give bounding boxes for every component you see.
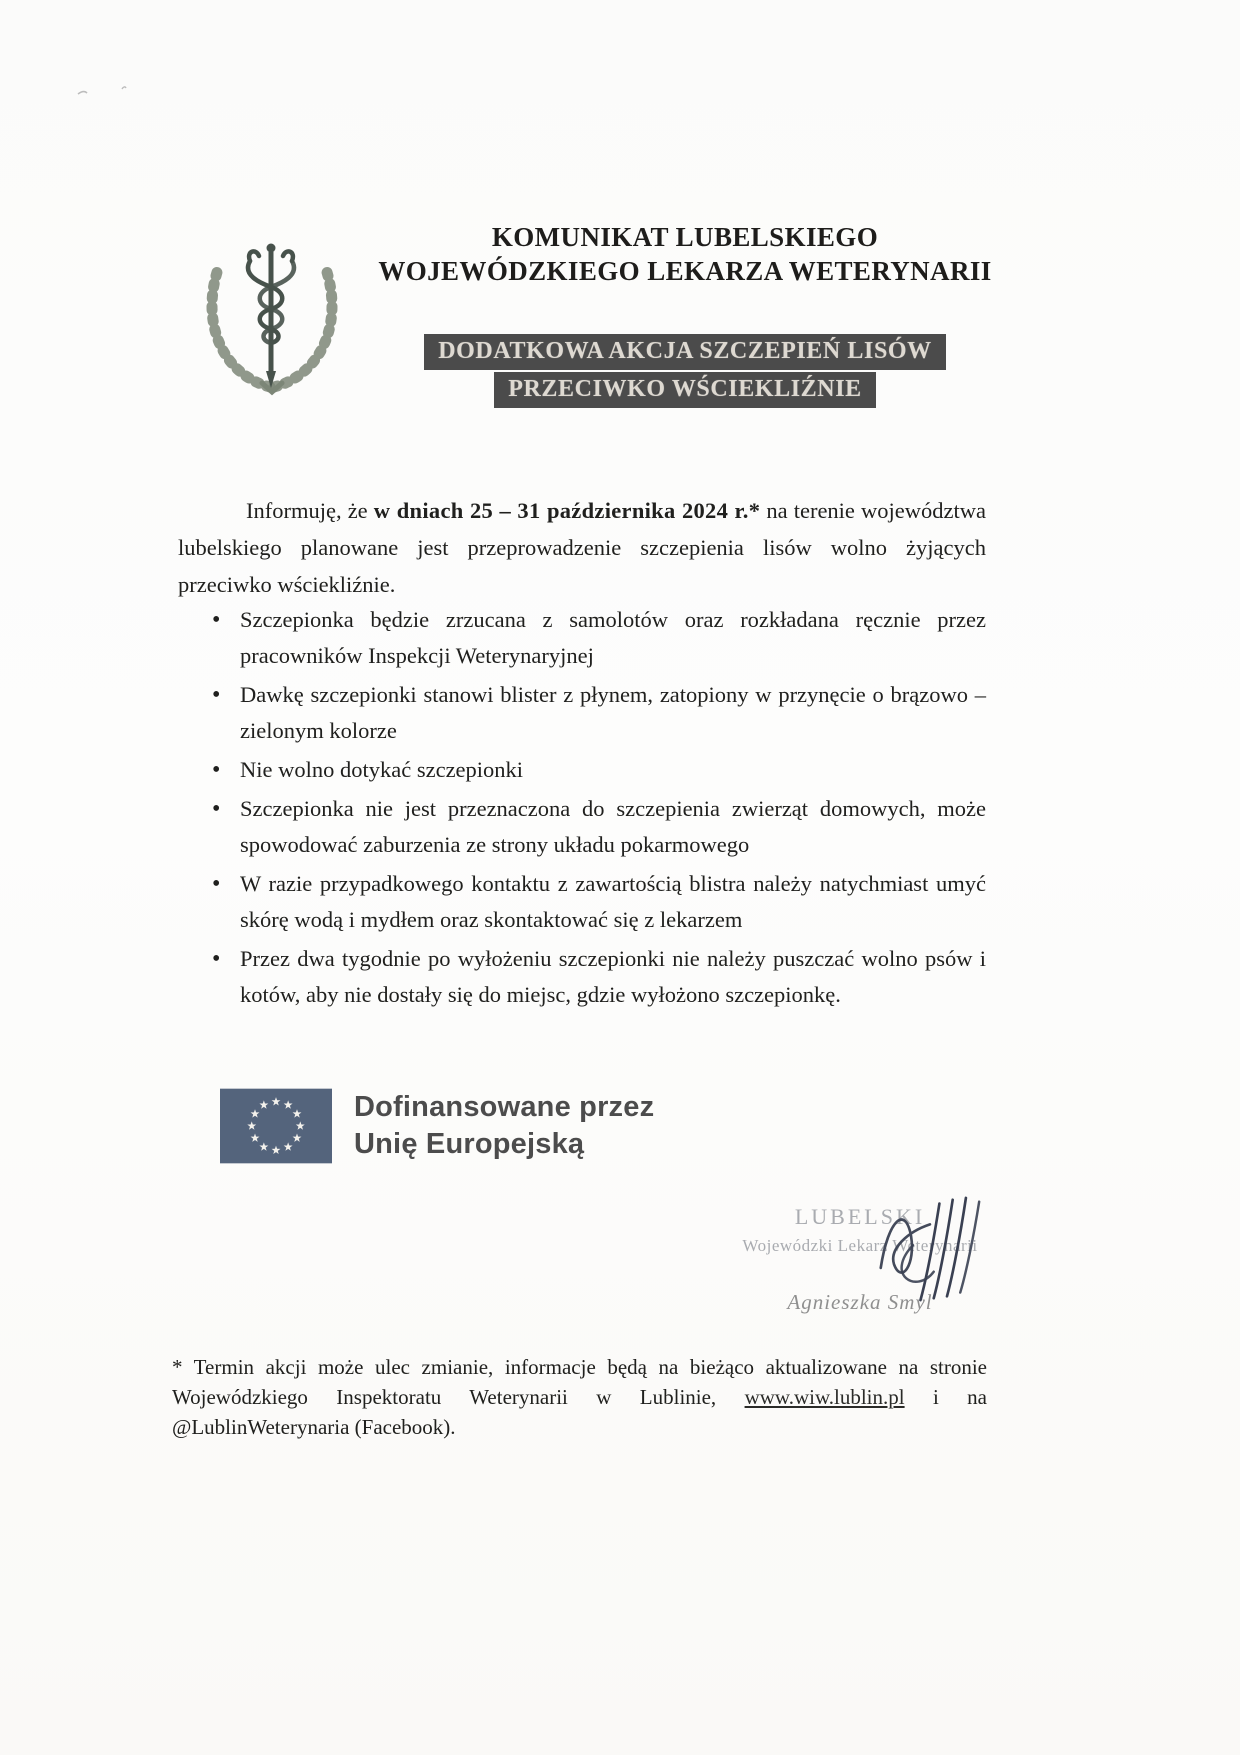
intro-paragraph <box>178 492 986 603</box>
list-item: • W razie przypadkowego kontaktu z zawartością blistra należy natychmiast umyć skórę wodą i mydłem oraz skontaktować się z lekarzem <box>178 866 986 938</box>
header-line-2: WOJEWÓDZKIEGO LEKARZA WETERYNARII <box>378 256 992 286</box>
banner-line-2: PRZECIWKO WŚCIEKLIŹNIE <box>494 372 876 408</box>
footnote-text-before: * Termin akcji może ulec zmianie, informacje będą na bieżąco aktualizowane na stronie Wojewódzkiego Inspektoratu Weterynarii w Lublinie, <box>172 1355 987 1409</box>
handwritten-signature <box>858 1190 1000 1308</box>
document-header <box>370 220 1000 288</box>
list-item: • Przez dwa tygodnie po wyłożeniu szczepionki nie należy puszczać wolno psów i kotów, aby nie dostały się do miejsc, gdzie wyłożono szczepionkę. <box>178 941 986 1013</box>
highlighted-banner <box>370 334 1000 410</box>
list-item: • Szczepionka będzie zrzucana z samolotów oraz rozkładana ręcznie przez pracowników Inspekcji Weterynaryjnej <box>178 602 986 674</box>
footnote-text-after: i na @LublinWeterynaria (Facebook). <box>172 1385 987 1439</box>
scan-artifact <box>74 82 134 102</box>
list-item: • Nie wolno dotykać szczepionki <box>178 752 986 788</box>
eu-funding-block <box>220 1086 654 1166</box>
footnote-url: www.wiw.lublin.pl <box>744 1385 905 1409</box>
banner-line-1: DODATKOWA AKCJA SZCZEPIEŃ LISÓW <box>424 334 946 370</box>
instructions-list <box>178 602 986 1016</box>
intro-prefix: Informuję, że <box>246 498 374 523</box>
eu-funding-line-2: Unię Europejską <box>354 1128 585 1160</box>
signature-block <box>720 1204 1000 1315</box>
eu-flag-icon <box>220 1086 332 1166</box>
list-item: • Szczepionka nie jest przeznaczona do szczepienia zwierząt domowych, może spowodować zaburzenia ze strony układu pokarmowego <box>178 791 986 863</box>
footnote <box>172 1352 987 1442</box>
intro-dates-bold: w dniach 25 – 31 października 2024 r.* <box>373 498 761 523</box>
veterinary-caduceus-logo-icon <box>186 224 356 396</box>
eu-funding-text <box>354 1089 654 1163</box>
eu-funding-line-1: Dofinansowane przez <box>354 1091 655 1123</box>
stamp-title: LUBELSKI <box>794 1204 926 1229</box>
header-line-1: KOMUNIKAT LUBELSKIEGO <box>491 222 879 252</box>
stamp-subtitle: Wojewódzki Lekarz Weterynarii <box>742 1236 978 1255</box>
intro-suffix: na terenie województwa lubelskiego planowane jest przeprowadzenie szczepienia lisów wolno żyjących przeciwko wściekliźnie. <box>178 498 986 597</box>
list-item: • Dawkę szczepionki stanowi blister z płynem, zatopiony w przynęcie o brązowo – zielonym kolorze <box>178 677 986 749</box>
signatory-name: Agnieszka Smyl <box>787 1290 933 1314</box>
